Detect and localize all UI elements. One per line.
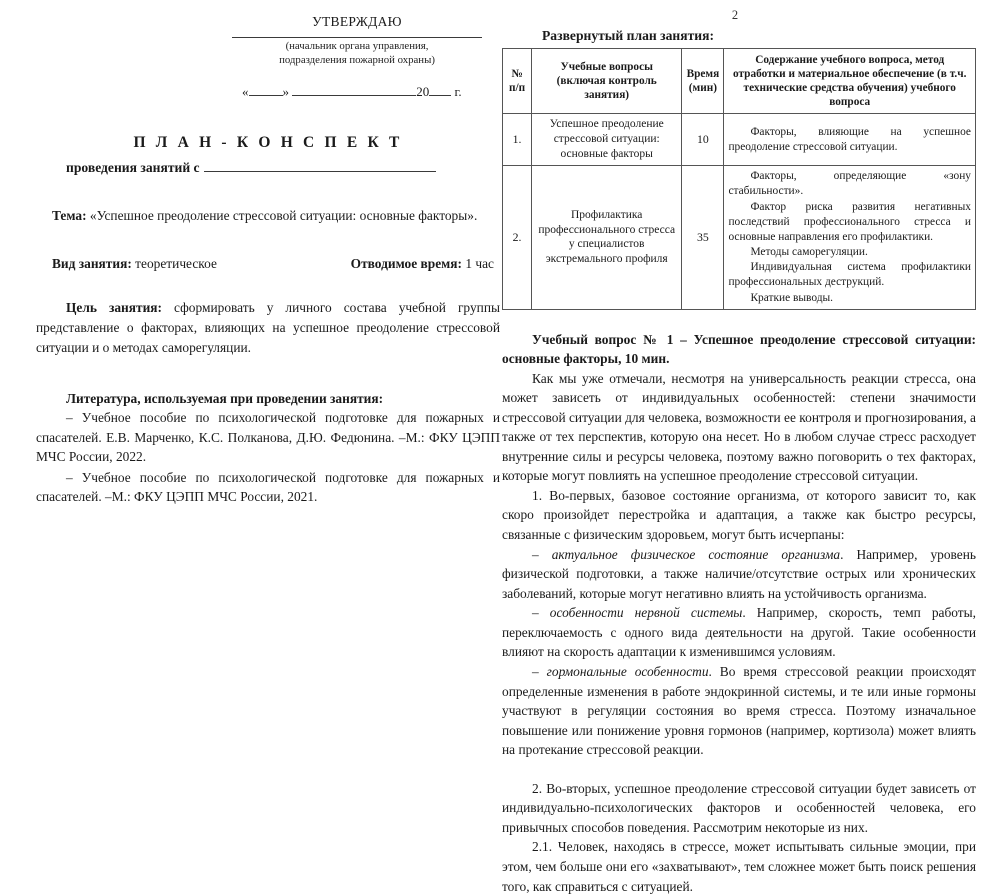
topic-label: Тема: xyxy=(52,208,87,224)
lesson-paragraph-3: 2. Во-вторых, успешное преодоление стрессовой ситуации будет зависеть от индивидуально-психологических факторов и особенностей человека, его привычных способов поведения. Рассмотрим некоторые из них. xyxy=(502,780,976,835)
date-year-blank xyxy=(429,84,451,96)
column-header-questions xyxy=(532,49,682,114)
lesson-bullet-2 xyxy=(502,603,976,662)
lesson-bullet-2-text: . Например, скорость, темп работы, переключаемость с одного вида деятельности на другой. Такие особенности влияют на скорость адаптации к изменившимся условиям. xyxy=(502,605,977,660)
lesson-bullet-2-dash: – xyxy=(532,605,550,621)
row-content-paragraph: Факторы, влияющие на успешное преодоление стрессовой ситуации. xyxy=(728,125,971,153)
row-content xyxy=(724,114,976,166)
topic-row xyxy=(36,208,500,224)
row-content-paragraph: Индивидуальная система профилактики профессиональных деструкций. xyxy=(728,261,971,289)
row-number: 1. xyxy=(503,114,532,166)
subtitle-blank-line xyxy=(204,159,436,172)
table-header-row xyxy=(503,49,976,114)
approval-block xyxy=(232,14,482,100)
date-quote-close: » xyxy=(282,84,289,100)
lesson-paragraph-1: Как мы уже отмечали, несмотря на универсальность реакции стресса, она может зависеть от индивидуальных особенностей: степени значимости стрессовой ситуации для человека, возможности ее контроля и прогнозирования, а также от тех перспектив, которую она несет. Но в любом случае стресс расходует внутренние силы и ресурсы человека, поэтому важно поговорить о тех факторах, которые могут повлиять на успешное преодоление стрессовой ситуации. xyxy=(502,370,976,484)
row-question xyxy=(532,114,682,166)
column-header-content-line-2: отработки и материальное обеспечение (в т.ч. xyxy=(733,68,967,81)
row-question-line: профессионального стресса xyxy=(538,223,676,236)
row-content xyxy=(724,166,976,309)
row-question-line: основные факторы xyxy=(560,148,653,161)
approval-subtitle-line-1: (начальник органа управления, xyxy=(285,40,429,52)
column-header-number-line-2: п/п xyxy=(508,82,526,95)
row-time: 35 xyxy=(682,166,724,309)
topic-value: «Успешное преодоление стрессовой ситуации: основные факторы». xyxy=(89,208,478,224)
page-number: 2 xyxy=(731,8,739,22)
document-subtitle-text: проведения занятий с xyxy=(66,160,200,176)
row-content-paragraph: Краткие выводы. xyxy=(750,291,833,304)
lesson-plan-table xyxy=(502,48,976,310)
date-day-blank xyxy=(249,84,283,96)
lesson-paragraph-4: 2.1. Человек, находясь в стрессе, может испытывать сильные эмоции, при этом, чем больше они его «захватывают», тем сложнее может быть поиск решения того, как справиться с ситуацией. xyxy=(502,839,976,894)
row-question-line: Успешное преодоление xyxy=(549,118,664,131)
column-header-time-line-1: Время xyxy=(686,68,720,81)
table-row xyxy=(503,114,976,166)
row-question xyxy=(532,166,682,309)
lesson-paragraph-2: 1. Во-первых, базовое состояние организма, от которого зависит то, как скоро произойдет перестройка и адаптация, а также как быстро ресурсы, связанные с физическим здоровьем, могут быть исчерпаны: xyxy=(502,487,976,543)
row-content-paragraph: Факторы, определяющие «зону стабильности». xyxy=(728,170,971,198)
row-time: 10 xyxy=(682,114,724,166)
lesson-meta-row xyxy=(36,256,500,272)
lesson-type-value: теоретическое xyxy=(135,256,217,272)
literature-item: – Учебное пособие по психологической подготовке для пожарных и спасателей. –М.: ФКУ ЦЭПП МЧС России, 2021. xyxy=(36,469,500,505)
plan-heading: Развернутый план занятия: xyxy=(542,28,714,43)
lesson-bullet-2-term: особенности нервной системы xyxy=(549,605,743,621)
page-title: П Л А Н - К О Н С П Е К Т xyxy=(133,134,403,152)
date-year-suffix: г. xyxy=(454,84,462,100)
lesson-bullet-1 xyxy=(502,545,976,604)
column-header-number-line-1: № xyxy=(511,68,523,81)
lesson-bullet-1-text: . Например, уровень физической подготовки, а также наличие/отсутствие острых или хронических заболеваний, которые могут негативно влиять на устойчивость организма. xyxy=(502,546,976,601)
lesson-type-group xyxy=(52,256,217,272)
approval-date-line xyxy=(232,84,482,100)
lesson-bullet-3-dash: – xyxy=(532,663,547,679)
document-subtitle xyxy=(36,159,500,176)
column-header-content-line-1: Содержание учебного вопроса, метод xyxy=(755,54,945,66)
lesson-bullet-1-term: актуальное физическое состояние организма xyxy=(551,546,841,562)
allotted-time-value: 1 час xyxy=(465,256,494,272)
table-row xyxy=(503,166,976,309)
left-column xyxy=(36,14,500,507)
goal-value: сформировать у личного состава учебной группы представление о факторах, влияющих на успешное преодоление стрессовой ситуации и о методах саморегуляции. xyxy=(36,300,500,355)
approval-subtitle-line-2: подразделения пожарной охраны) xyxy=(279,53,435,66)
column-header-questions-line-2: (включая контроль xyxy=(556,75,657,88)
lesson-bullet-1-dash: – xyxy=(532,546,552,562)
goal-paragraph xyxy=(36,298,500,357)
lesson-bullet-3-term: гормональные особенности xyxy=(546,663,709,679)
column-header-content xyxy=(724,49,976,114)
right-column xyxy=(502,28,976,896)
approval-title: УТВЕРЖДАЮ xyxy=(312,14,402,29)
allotted-time-group xyxy=(351,256,494,272)
lesson-question-heading: Учебный вопрос № 1 – Успешное преодоление стрессовой ситуации: основные факторы, 10 мин. xyxy=(502,331,976,367)
row-question-line: у специалистов xyxy=(568,238,645,251)
date-quote-open: « xyxy=(242,84,249,100)
column-header-number xyxy=(503,49,532,114)
row-number: 2. xyxy=(503,166,532,309)
column-header-content-line-4: вопроса xyxy=(829,96,871,109)
column-header-questions-line-1: Учебные вопросы xyxy=(560,61,653,74)
date-year-prefix: 20 xyxy=(416,84,430,100)
lesson-type-label: Вид занятия: xyxy=(52,256,132,272)
row-content-paragraph: Фактор риска развития негативных последствий профессионального стресса и основные направления его профилактики. xyxy=(728,200,971,243)
literature-item: – Учебное пособие по психологической подготовке для пожарных и спасателей. Е.В. Марченко, К.С. Полканова, Д.Ю. Федюнина. –М.: ФКУ ЦЭПП МЧС России, 2022. xyxy=(36,410,500,465)
lesson-bullet-3 xyxy=(502,662,976,760)
row-question-line: экстремального профиля xyxy=(545,253,668,266)
column-header-questions-line-3: занятия) xyxy=(584,89,630,102)
literature-heading: Литература, используемая при проведении занятия: xyxy=(66,391,384,407)
row-question-line: стрессовой ситуации: xyxy=(553,133,660,146)
row-question-line: Профилактика xyxy=(571,208,643,221)
date-month-blank xyxy=(292,84,416,96)
approval-signature-rule xyxy=(232,37,482,38)
goal-label: Цель занятия: xyxy=(66,300,162,316)
column-header-time xyxy=(682,49,724,114)
column-header-content-line-3: технические средства обучения) учебного xyxy=(743,82,956,95)
column-header-time-line-2: (мин) xyxy=(688,82,718,95)
row-content-paragraph: Методы саморегуляции. xyxy=(750,246,868,259)
allotted-time-label: Отводимое время: xyxy=(350,256,462,272)
lesson-bullet-3-text: . Во время стрессовой реакции происходят определенные изменения в работе эндокринной системы, и те или иные гормоны участвуют в регуляции состояния во время стресса. Поэтому изначальное повышение или понижение уровня гормонов (например, кортизола) может влиять на протекание стрессовой реакции. xyxy=(502,663,976,758)
